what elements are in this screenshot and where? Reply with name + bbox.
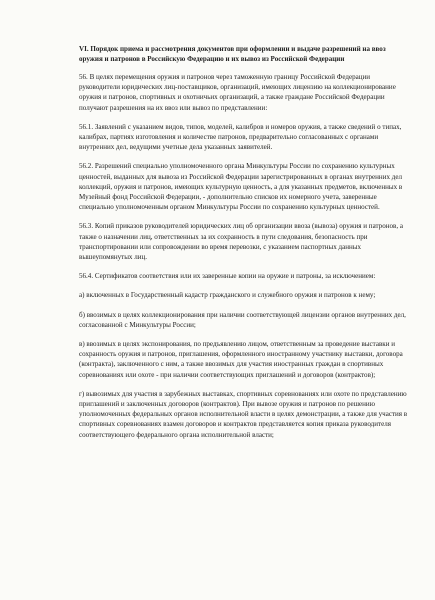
paragraph-56-1: 56.1. Заявлений с указанием видов, типов, моделей, калибров и номеров оружия, а также сведений о типах, калибрах, партиях изготовления и количестве патронов, предварительно согласованных с органами внутренних дел, ведущими учетные дела указанных заявителей. [79,122,402,152]
list-item-a: а) включенных в Государственный кадастр гражданского и служебного оружия и патронов к нему; [79,291,376,300]
document-body [79,44,409,448]
list-item-b: б) ввозимых в целях коллекционирования при наличии соответствующей лицензии органов внутренних дел, согласованной с Минкультуры России; [79,310,406,329]
list-item-g: г) вывозимых для участия в зарубежных выставках, спортивных соревнованиях или охоте по представлению приглашений и заключенных договоров (контрактов). При вывозе оружия и патронов по решению уполномоченных федеральных органов исполнительной власти в целях демонстрации, а также для участия в спортивных соревнованиях взамен договоров и контрактов представляется копия приказа руководителя соответствующего федерального органа исполнительной власти; [79,389,408,439]
paragraph-56-2: 56.2. Разрешений специально уполномоченного органа Минкультуры России по сохранению культурных ценностей, выданных для вывоза из Российской Федерации зарегистрированных в органах внутренних дел коллекций, оружия и патронов, имеющих культурную ценность, а для указанных предметов, включенных в Музейный фонд Российской Федерации, - дополнительно списков их номерного учета, заверенные специально уполномоченным органом Минкультуры России по сохранению культурных ценностей. [79,162,403,212]
list-item-v: в) ввозимых в целях экспонирования, по предъявлению лицом, ответственным за проведение выставки и сохранность оружия и патронов, приглашения, оформленного иностранному участнику выставки, договора (контракта), заключенного с ним, а также ввозимых для участия иностранных граждан в спортивных соревнованиях или охоте - при наличии соответствующих приглашений и договоров (контрактов); [79,340,403,379]
paragraph-56: 56. В целях перемещения оружия и патронов через таможенную границу Российской Федерации руководители юридических лиц-поставщиков, организаций, имеющих лицензию на коллекционирование оружия и патронов, спортивных и охотничьих организаций, а также граждане Российской Федерации получают разрешения на их ввоз или вывоз по представлении: [79,73,396,112]
section-heading: VI. Порядок приема и рассмотрения документов при оформлении и выдаче разрешений на ввоз оружия и патронов в Российскую Федерацию и их вывоз из Российской Федерации [79,45,386,63]
paragraph-56-3: 56.3. Копий приказов руководителей юридических лиц об организации ввоза (вывоза) оружия и патронов, а также о назначении лиц, ответственных за их сохранность в пути следования, безопасность при транспортировании или сопровождении во время перевозки, с указанием паспортных данных вышеупомянутых лиц. [79,222,404,262]
paragraph-56-4: 56.4. Сертификатов соответствия или их заверенные копии на оружие и патроны, за исключением: [79,272,376,281]
